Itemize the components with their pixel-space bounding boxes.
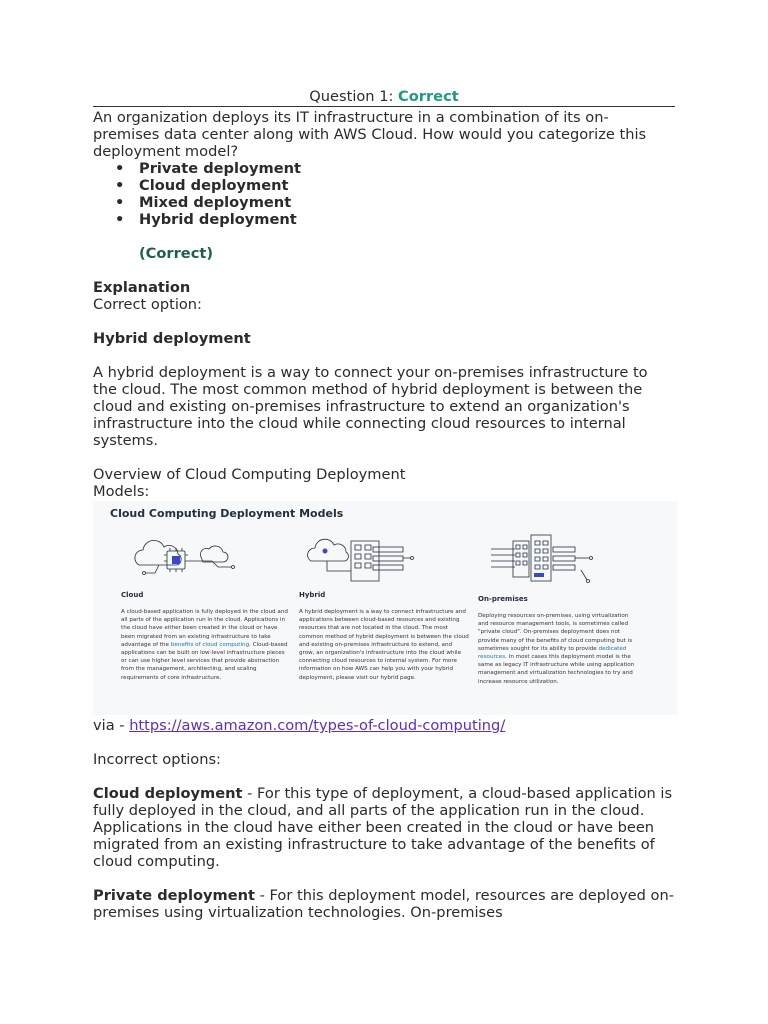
dedicated-resources-link[interactable]: dedicated resources	[478, 645, 627, 661]
hybrid-label: Hybrid	[299, 591, 326, 599]
aws-types-link[interactable]: https://aws.amazon.com/types-of-cloud-computing/	[129, 717, 506, 734]
cloud-description: A cloud-based application is fully deployed in the cloud and all parts of the application run in the cloud. Applications in the cloud have either been created in the cloud or have been migrated from an existing infrastructure to take advantage of the benefits of cloud computing. Cloud-based applications can be built on low-level infrastructure pieces or can use higher level services that provide abstraction from the management, architecting, and scaling requirements of core infrastructure.	[121, 609, 288, 681]
figure-title: Cloud Computing Deployment Models	[110, 507, 344, 520]
correct-tag: (Correct)	[139, 245, 213, 262]
via-line	[93, 717, 675, 734]
hybrid-column	[299, 591, 469, 682]
option-private-deployment: • Private deployment	[115, 160, 675, 177]
overview-caption	[93, 466, 675, 500]
onprem-description: Deploying resources on-premises, using virtualization and resource management tools, is sometimes called "private cloud". On-premises deployment does not provide many of the benefits of cloud computing but is sometimes sought for its ability to provide dedicated resources. In most cases this deployment model is the same as legacy IT infrastructure while using application management and virtualization technologies to try and increase resource utilization.	[478, 613, 635, 685]
deployment-models-figure	[93, 501, 677, 715]
question-status: Correct	[398, 88, 459, 105]
correct-option: Hybrid deployment	[93, 330, 251, 347]
overview-line-2: Models:	[93, 483, 150, 500]
option-hybrid-deployment: • Hybrid deployment	[115, 211, 675, 228]
correct-option-label: Correct option:	[93, 296, 202, 313]
explanation-heading: Explanation	[93, 279, 191, 296]
option-cloud-deployment: • Cloud deployment	[115, 177, 675, 194]
question-label: Question 1:	[309, 88, 394, 105]
onprem-column	[478, 595, 640, 686]
via-prefix: via -	[93, 717, 130, 734]
incorrect-options-label: Incorrect options:	[93, 751, 221, 768]
cloud-label: Cloud	[121, 591, 144, 599]
answer-options	[115, 160, 675, 228]
overview-line-1: Overview of Cloud Computing Deployment	[93, 466, 406, 483]
cloud-column	[121, 591, 291, 682]
cloud-deployment-explanation: Cloud deployment - For this type of deployment, a cloud-based application is fully deployed in the cloud, and all parts of the application run in the cloud. Applications in the cloud have either been created in the cloud or have been migrated from an existing infrastructure to take advantage of the benefits of cloud computing.	[93, 785, 673, 870]
hybrid-description: A hybrid deployment is a way to connect infrastructure and applications between cloud-based resources and existing resources that are not located in the cloud. The most common method of hybrid deployment is between the cloud and existing on-premises infrastructure to extend, and grow, an organization's infrastructure into the cloud while connecting cloud resources to internal system. For more information on how AWS can help you with your hybrid deployment, please visit our hybrid page.	[299, 609, 469, 681]
hybrid-illustration-icon	[307, 531, 417, 586]
benefits-link[interactable]: benefits of cloud computing	[170, 641, 250, 648]
question-text: An organization deploys its IT infrastructure in a combination of its on-premises data center along with AWS Cloud. How would you categorize this deployment model?	[93, 109, 647, 160]
onprem-illustration-icon	[487, 533, 599, 585]
private-deployment-title: Private deployment	[93, 887, 256, 904]
onprem-label: On-premises	[478, 595, 528, 603]
question-header	[93, 88, 675, 107]
cloud-illustration-icon	[129, 533, 241, 583]
cloud-deployment-title: Cloud deployment	[93, 785, 243, 802]
question-content	[93, 88, 675, 921]
private-deployment-explanation: Private deployment - For this deployment model, resources are deployed on-premises using virtualization technologies. On-premises	[93, 887, 674, 921]
explanation-paragraph: A hybrid deployment is a way to connect your on-premises infrastructure to the cloud. The most common method of hybrid deployment is between the cloud and existing on-premises infrastructure to extend an organization's infrastructure into the cloud while connecting cloud resources to internal systems.	[93, 364, 648, 449]
option-mixed-deployment: • Mixed deployment	[115, 194, 675, 211]
